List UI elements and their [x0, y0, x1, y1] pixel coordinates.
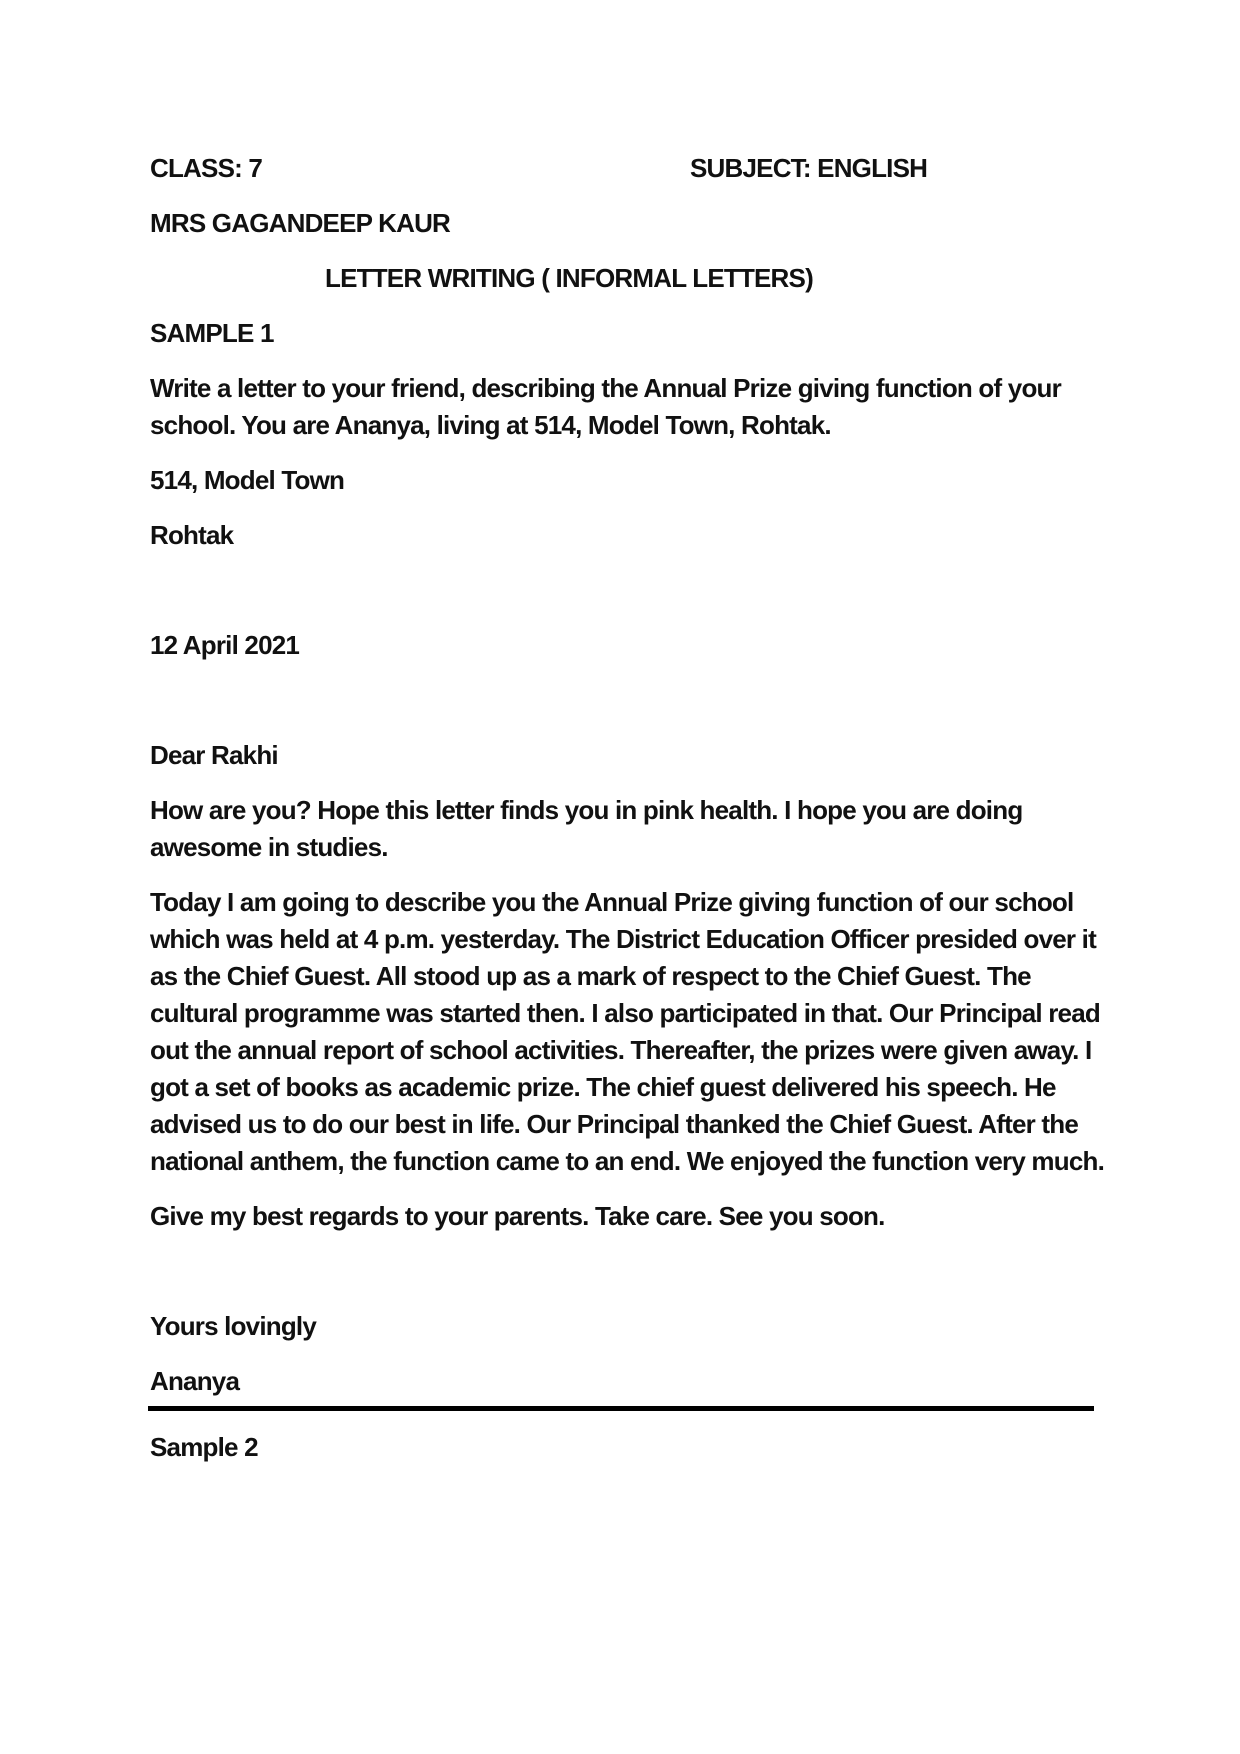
blank-line	[150, 572, 1110, 627]
signature-block-with-divider	[148, 1363, 1094, 1411]
letter-salutation: Dear Rakhi	[150, 740, 278, 770]
worksheet-title: LETTER WRITING ( INFORMAL LETTERS)	[325, 263, 813, 293]
sender-address-line1: 514, Model Town	[150, 465, 345, 495]
letter-closing: Yours lovingly	[150, 1311, 317, 1341]
blank-line	[150, 682, 1110, 737]
teacher-name: MRS GAGANDEEP KAUR	[150, 208, 451, 238]
letter-paragraph-1: How are you? Hope this letter finds you in pink health. I hope you are doing awesome in studies.	[150, 795, 1023, 862]
class-label: CLASS: 7	[150, 153, 263, 183]
subject-label: SUBJECT: ENGLISH	[690, 153, 928, 183]
sample1-heading: SAMPLE 1	[150, 318, 274, 348]
sample1-prompt: Write a letter to your friend, describing the Annual Prize giving function of your school. You are Ananya, living at 514, Model Town, Rohtak.	[150, 373, 1061, 440]
letter-paragraph-2: Today I am going to describe you the Annual Prize giving function of our school which was held at 4 p.m. yesterday. The District Education Officer presided over it as the Chief Guest. All stood up as a mark of respect to the Chief Guest. The cultural programme was started then. I also participated in that. Our Principal read out the annual report of school activities. Thereafter, the prizes were given away. I got a set of books as academic prize. The chief guest delivered his speech. He advised us to do our best in life. Our Principal thanked the Chief Guest. After the national anthem, the function came to an end. We enjoyed the function very much.	[150, 887, 1104, 1176]
letter-date: 12 April 2021	[150, 630, 300, 660]
letter-signature: Ananya	[150, 1366, 240, 1396]
sender-address-line2: Rohtak	[150, 520, 234, 550]
blank-line	[150, 1253, 1110, 1308]
letter-paragraph-3: Give my best regards to your parents. Take care. See you soon.	[150, 1201, 885, 1231]
document-header-row	[150, 150, 1110, 187]
sample2-heading: Sample 2	[150, 1432, 258, 1462]
